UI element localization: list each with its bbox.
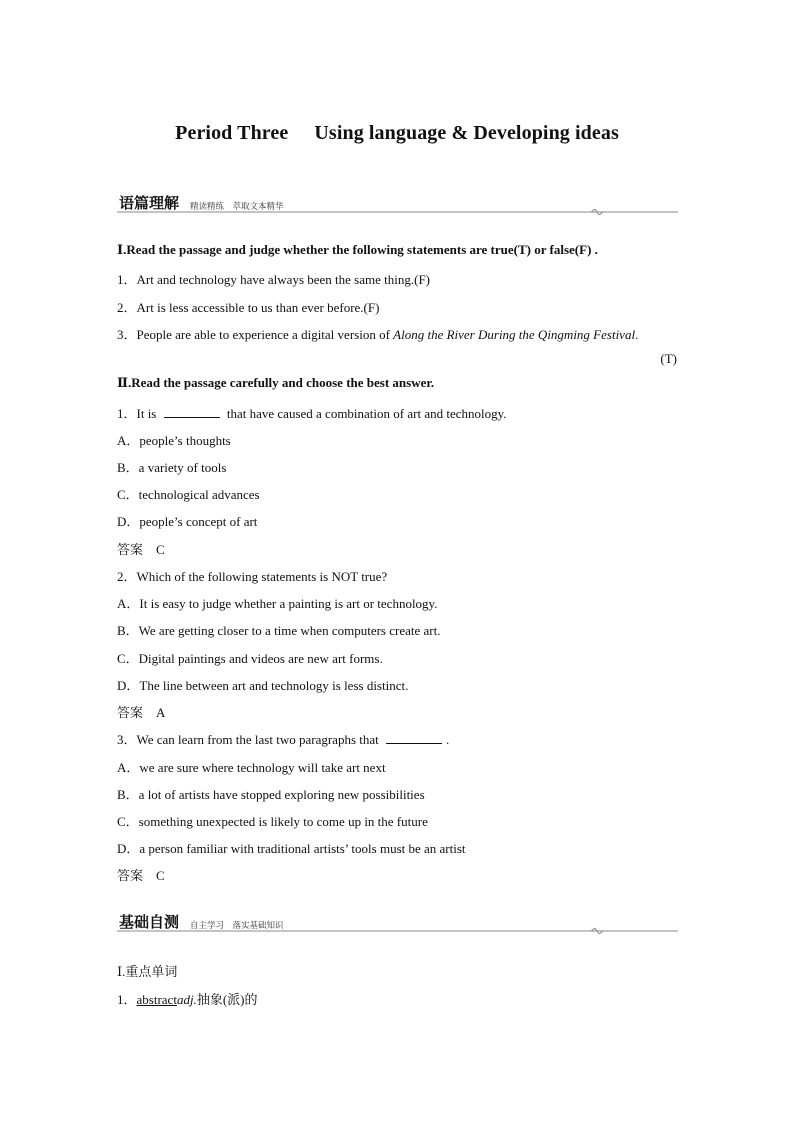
statement-3-title: Along the River During the Qingming Festival	[393, 327, 636, 342]
title-topic: Using language & Developing ideas	[314, 122, 619, 144]
section-header-reading	[117, 192, 678, 214]
answer-blank	[386, 732, 442, 744]
statement-1: 1．Art and technology have always been the same thing.(F)	[117, 272, 430, 287]
q3-option-b: B．a lot of artists have stopped exploring new possibilities	[117, 787, 425, 802]
vocab-pos: adj.	[176, 992, 197, 1007]
part3-instruction: Ⅰ.重点单词	[117, 964, 178, 979]
section-subheading: 自主学习 落实基础知识	[190, 921, 284, 931]
question-1	[117, 403, 507, 422]
q2-option-a: A．It is easy to judge whether a painting is art or technology.	[117, 596, 438, 611]
vocab-item-1	[117, 989, 257, 1008]
vocab-meaning: 抽象(派)的	[196, 992, 258, 1007]
section-heading: 基础自测	[119, 913, 180, 931]
answer-blank	[164, 406, 220, 418]
question-2: 2．Which of the following statements is NOT true?	[117, 569, 388, 584]
q3-option-c: C．something unexpected is likely to come up in the future	[117, 814, 428, 829]
q1-option-c: C．technological advances	[117, 487, 260, 502]
statement-3-text: 3．People are able to experience a digital version of	[117, 327, 394, 342]
question-3-text-end: .	[446, 732, 450, 747]
part1-instruction: Ⅰ.Read the passage and judge whether the following statements are true(T) or false(F) .	[117, 242, 598, 257]
statement-3	[117, 324, 638, 343]
title-period: Period Three	[175, 122, 289, 144]
q3-option-a: A．we are sure where technology will take art next	[117, 760, 386, 775]
statement-2: 2．Art is less accessible to us than ever before.(F)	[117, 300, 380, 315]
q2-option-c: C．Digital paintings and videos are new art forms.	[117, 651, 383, 666]
section-divider	[117, 209, 678, 215]
q1-option-a: A．people’s thoughts	[117, 433, 231, 448]
section-header-basics	[117, 911, 678, 933]
q3-option-d: D．a person familiar with traditional artists’ tools must be an artist	[117, 841, 466, 856]
statement-3-end: .	[635, 327, 639, 342]
part2-instruction: Ⅱ.Read the passage carefully and choose the best answer.	[117, 375, 435, 390]
section-heading: 语篇理解	[119, 194, 180, 212]
q1-option-b: B．a variety of tools	[117, 460, 227, 475]
q2-option-d: D．The line between art and technology is less distinct.	[117, 678, 409, 693]
section-subheading: 精读精练 萃取文本精华	[190, 202, 284, 212]
vocab-word: abstract	[136, 992, 177, 1007]
page-title	[0, 122, 794, 145]
question-1-text: 1．It is	[117, 406, 160, 421]
q1-answer: 答案 C	[117, 542, 165, 557]
vocab-number: 1．	[117, 992, 137, 1007]
section-divider	[117, 928, 678, 934]
q1-option-d: D．people’s concept of art	[117, 514, 258, 529]
q3-answer: 答案 C	[117, 868, 165, 883]
q2-option-b: B．We are getting closer to a time when computers create art.	[117, 623, 441, 638]
question-3-text: 3．We can learn from the last two paragraphs that	[117, 732, 382, 747]
question-3	[117, 729, 449, 748]
q2-answer: 答案 A	[117, 705, 166, 720]
question-1-text-end: that have caused a combination of art and technology.	[223, 406, 507, 421]
statement-3-answer: (T)	[660, 351, 677, 366]
